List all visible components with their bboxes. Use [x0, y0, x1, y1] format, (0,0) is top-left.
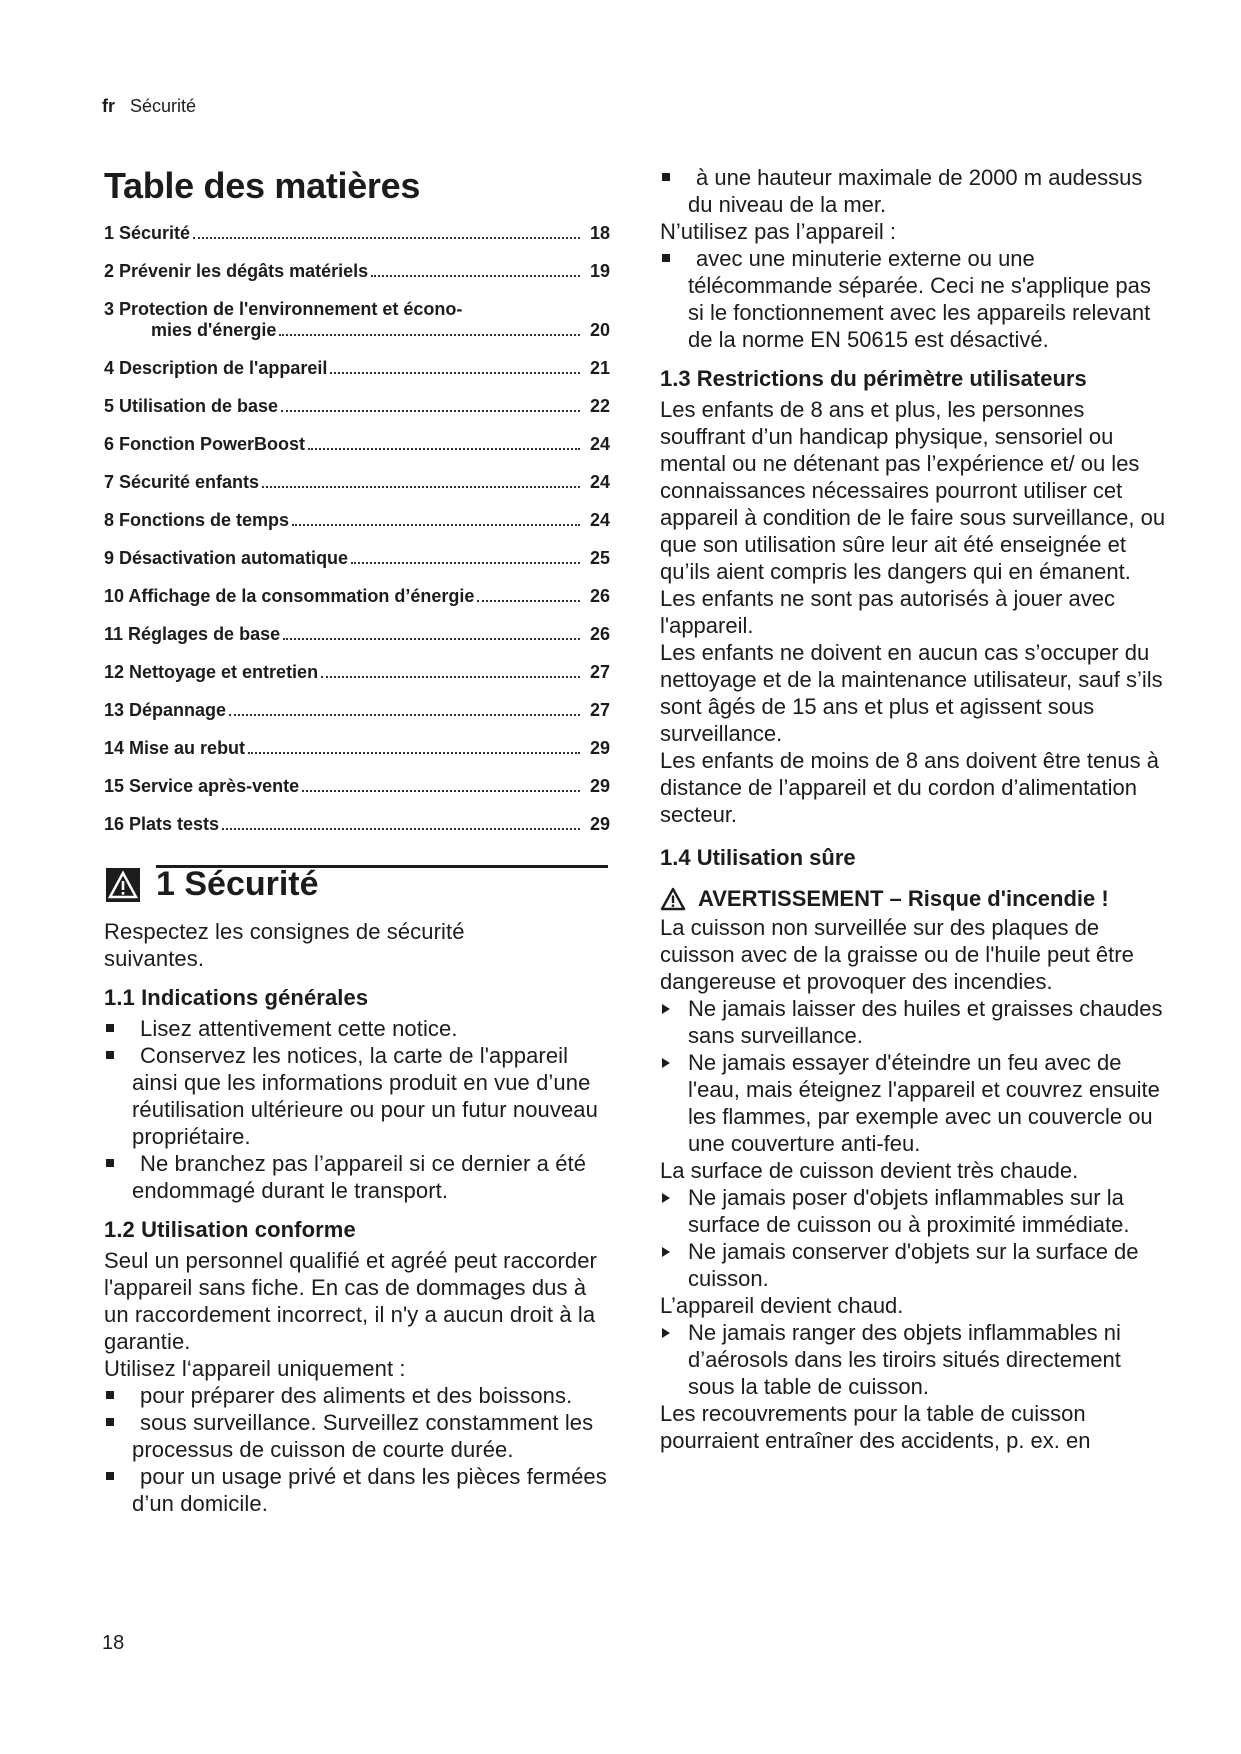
toc-entry[interactable] — [104, 396, 610, 417]
toc-entry-label: 4 Description de l'appareil — [104, 358, 328, 378]
toc-entry-label: 3 Protection de l'environnement et écono- — [104, 299, 463, 319]
paragraph: Seul un personnel qualifié et agréé peut raccorder l'appareil sans fiche. En cas de dommages dus à un raccordement incorrect, il n'y a aucun droit à la garantie. — [104, 1248, 597, 1354]
toc-entry[interactable] — [104, 624, 610, 645]
section-intro: Respectez les consignes de sécurité suivantes. — [104, 919, 465, 971]
toc-entry-page: 27 — [589, 700, 610, 720]
list-item: Conservez les notices, la carte de l'appareil ainsi que les informations produit en vue d’une réutilisation ultérieure ou pour un futur nouveau propriétaire. — [104, 1042, 610, 1150]
left-column — [104, 160, 610, 1517]
warning-triangle-icon — [660, 887, 686, 911]
language-code: fr — [102, 96, 115, 116]
list-item: Lisez attentivement cette notice. — [104, 1015, 610, 1042]
toc-title: Table des matières — [104, 165, 421, 206]
warning-label: AVERTISSEMENT – Risque d'incendie ! — [698, 886, 1109, 911]
toc-entry[interactable] — [104, 548, 610, 569]
list-item: Ne jamais essayer d'éteindre un feu avec de l'eau, mais éteignez l'appareil et couvrez ensuite les flammes, par exemple avec un couvercle ou une couverture anti-feu. — [660, 1049, 1168, 1157]
section-title: 1 Sécurité — [156, 865, 319, 903]
warning-heading — [660, 885, 1168, 912]
toc-entry-page: 21 — [589, 358, 610, 378]
list-item: Ne jamais laisser des huiles et graisses chaudes sans surveillance. — [660, 995, 1168, 1049]
paragraph: N’utilisez pas l’appareil : — [660, 219, 896, 244]
bullet-list — [104, 1015, 610, 1204]
toc-entry-label: 8 Fonctions de temps — [104, 510, 290, 530]
warning-box-icon — [104, 867, 142, 903]
right-column — [660, 160, 1168, 1454]
toc-entry[interactable] — [104, 662, 610, 683]
subsection-title: 1.3 Restrictions du périmètre utilisateurs — [660, 366, 1087, 391]
instruction-list — [660, 1184, 1168, 1292]
header-section: Sécurité — [130, 96, 197, 116]
toc-entry-page: 29 — [589, 776, 610, 796]
toc-entry-page: 22 — [589, 396, 610, 416]
paragraph: La surface de cuisson devient très chaude. — [660, 1158, 1079, 1183]
toc-entry[interactable] — [104, 299, 610, 341]
paragraph: Les enfants de moins de 8 ans doivent être tenus à distance de l’appareil et du cordon d’alimentation secteur. — [660, 748, 1159, 827]
toc-entry[interactable] — [104, 738, 610, 759]
paragraph: Les recouvrements pour la table de cuisson pourraient entraîner des accidents, p. ex. en — [660, 1401, 1091, 1453]
toc-entry[interactable] — [104, 776, 610, 797]
subsection-title: 1.1 Indications générales — [104, 985, 369, 1010]
toc-entry-label: 1 Sécurité — [104, 223, 191, 243]
toc-entry-label: 10 Affichage de la consommation d’énergie — [104, 586, 475, 606]
page-header — [102, 96, 196, 117]
toc-entry-page: 29 — [589, 738, 610, 758]
bullet-list — [660, 245, 1168, 353]
table-of-contents — [104, 223, 610, 835]
subsection-title: 1.4 Utilisation sûre — [660, 845, 856, 870]
toc-entry-label: 16 Plats tests — [104, 814, 220, 834]
toc-entry-page: 18 — [589, 223, 610, 243]
list-item: sous surveillance. Surveillez constamment les processus de cuisson de courte durée. — [104, 1409, 610, 1463]
toc-entry-page: 25 — [589, 548, 610, 568]
section-heading — [104, 865, 610, 904]
toc-entry-page: 24 — [589, 510, 610, 530]
bullet-list — [104, 1382, 610, 1517]
list-item: à une hauteur maximale de 2000 m audessus du niveau de la mer. — [660, 164, 1168, 218]
toc-entry-page: 26 — [589, 624, 610, 644]
toc-entry[interactable] — [104, 261, 610, 282]
toc-entry-label-cont: mies d'énergie — [151, 320, 277, 340]
toc-entry-label: 2 Prévenir les dégâts matériels — [104, 261, 369, 281]
toc-entry-label: 5 Utilisation de base — [104, 396, 279, 416]
toc-entry-page: 27 — [589, 662, 610, 682]
page-number: 18 — [102, 1632, 125, 1654]
instruction-list — [660, 995, 1168, 1157]
toc-entry-label: 7 Sécurité enfants — [104, 472, 260, 492]
paragraph: Les enfants ne sont pas autorisés à jouer avec l'appareil. — [660, 586, 1115, 638]
list-item: pour un usage privé et dans les pièces fermées d’un domicile. — [104, 1463, 610, 1517]
paragraph: L’appareil devient chaud. — [660, 1293, 904, 1318]
paragraph: La cuisson non surveillée sur des plaques de cuisson avec de la graisse ou de l'huile peut être dangereuse et provoquer des incendies. — [660, 915, 1134, 994]
toc-entry[interactable] — [104, 434, 610, 455]
toc-entry-page: 24 — [589, 472, 610, 492]
toc-entry-label: 13 Dépannage — [104, 700, 227, 720]
toc-entry-label: 14 Mise au rebut — [104, 738, 246, 758]
paragraph: Utilisez l‘appareil uniquement : — [104, 1356, 406, 1381]
toc-entry-page: 19 — [589, 261, 610, 281]
toc-entry-page: 20 — [589, 320, 610, 340]
toc-entry[interactable] — [104, 472, 610, 493]
toc-entry[interactable] — [104, 223, 610, 244]
instruction-list — [660, 1319, 1168, 1400]
list-item: Ne jamais ranger des objets inflammables ni d’aérosols dans les tiroirs situés directement sous la table de cuisson. — [660, 1319, 1168, 1400]
toc-entry-label: 15 Service après-vente — [104, 776, 300, 796]
toc-entry-page: 24 — [589, 434, 610, 454]
toc-entry[interactable] — [104, 358, 610, 379]
paragraph: Les enfants ne doivent en aucun cas s’occuper du nettoyage et de la maintenance utilisateur, sauf s’ils sont âgés de 15 ans et plus et agissent sous surveillance. — [660, 640, 1163, 746]
toc-entry-label: 9 Désactivation automatique — [104, 548, 349, 568]
toc-entry[interactable] — [104, 586, 610, 607]
toc-entry[interactable] — [104, 814, 610, 835]
list-item: pour préparer des aliments et des boissons. — [104, 1382, 610, 1409]
toc-entry-page: 26 — [589, 586, 610, 606]
toc-entry-label: 11 Réglages de base — [104, 624, 281, 644]
bullet-list — [660, 164, 1168, 218]
toc-entry-page: 29 — [589, 814, 610, 834]
list-item: Ne jamais conserver d'objets sur la surface de cuisson. — [660, 1238, 1168, 1292]
paragraph: Les enfants de 8 ans et plus, les personnes souffrant d’un handicap physique, sensoriel ou mental ou ne détenant pas l’expérience et/ ou les connaissances nécessaires pourront utiliser cet appareil à condition de le faire sous surveillance, ou que son utilisation sûre leur ait été enseignée et qu’ils aient compris les dangers qui en émanent. — [660, 397, 1166, 584]
toc-entry[interactable] — [104, 510, 610, 531]
toc-entry-label: 12 Nettoyage et entretien — [104, 662, 319, 682]
toc-entry-label: 6 Fonction PowerBoost — [104, 434, 306, 454]
list-item: Ne jamais poser d'objets inflammables sur la surface de cuisson ou à proximité immédiate. — [660, 1184, 1168, 1238]
list-item: avec une minuterie externe ou une télécommande séparée. Ceci ne s'applique pas si le fonctionnement avec les appareils relevant de la norme EN 50615 est désactivé. — [660, 245, 1168, 353]
subsection-title: 1.2 Utilisation conforme — [104, 1217, 356, 1242]
toc-entry[interactable] — [104, 700, 610, 721]
list-item: Ne branchez pas l’appareil si ce dernier a été endommagé durant le transport. — [104, 1150, 610, 1204]
